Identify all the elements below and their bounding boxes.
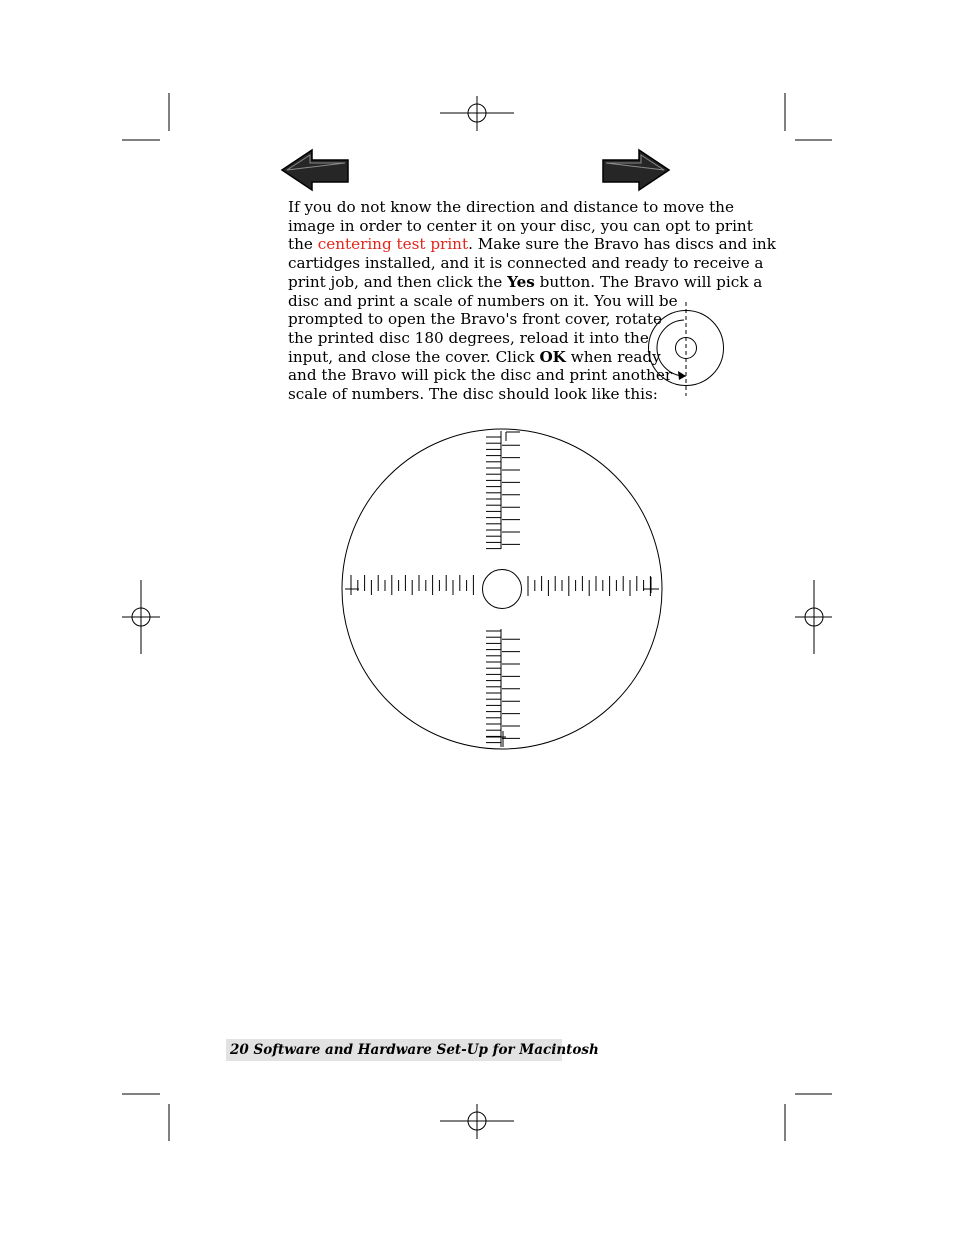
back-button[interactable] [279, 148, 351, 192]
text-fragment: the [288, 235, 318, 254]
text-line [288, 273, 776, 292]
text-fragment: when ready [565, 347, 661, 366]
left-arrow-icon [279, 148, 351, 192]
text-line: and the Bravo will pick the disc and print another [288, 366, 673, 385]
yes-label: Yes [507, 272, 535, 291]
text-line: cartidges installed, and it is connected and ready to receive a [288, 254, 764, 273]
text-line: the printed disc 180 degrees, reload it into the [288, 328, 649, 347]
text-fragment: . Make sure the Bravo has discs and ink [468, 235, 776, 254]
text-line: prompted to open the Bravo's front cover, rotate [288, 310, 662, 329]
centering-test-print-link[interactable]: centering test print [317, 235, 469, 254]
centering-scale-disc-icon [331, 419, 671, 759]
forward-button[interactable] [600, 148, 672, 192]
ok-label: OK [539, 347, 566, 366]
text-fragment: button. The Bravo will pick a [534, 272, 763, 291]
text-fragment: input, and close the cover. Click [288, 347, 540, 366]
text-line: image in order to center it on your disc, you can opt to print [288, 216, 753, 235]
text-fragment: print job, and then click the [288, 272, 508, 291]
right-arrow-icon [600, 148, 672, 192]
disc-rotation-icon [642, 300, 732, 400]
disc-center-hole [483, 570, 522, 609]
text-line [288, 235, 776, 254]
text-line: scale of numbers. The disc should look like this: [288, 385, 658, 404]
text-line: If you do not know the direction and distance to move the [288, 198, 734, 216]
text-line: disc and print a scale of numbers on it. You will be [288, 291, 678, 310]
page-footer: 20 Software and Hardware Set-Up for Macintosh [230, 1042, 599, 1058]
